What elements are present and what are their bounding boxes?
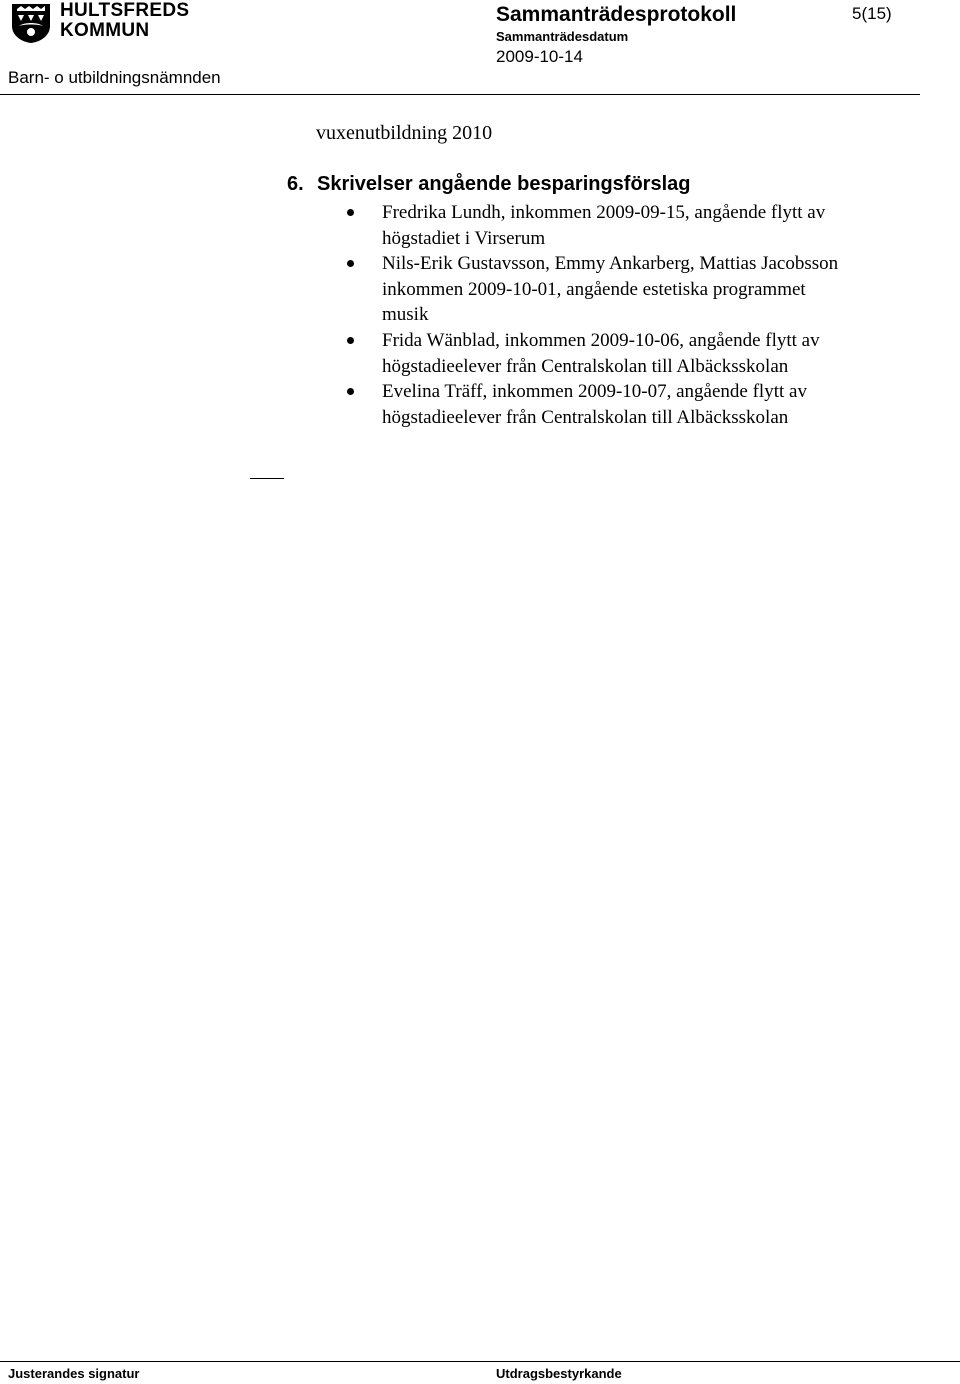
page-number: 5(15) [852,4,892,23]
section-title: Skrivelser angående besparingsförslag [317,173,691,195]
list-item [340,200,900,251]
meeting-date-value: 2009-10-14 [496,47,583,66]
municipal-coat-of-arms-icon [10,2,52,44]
list-item-line: högstadieelever från Centralskolan till Albäcksskolan [382,355,789,377]
meeting-date-label: Sammanträdesdatum [496,29,629,44]
list-item [340,251,900,328]
bullet-icon [347,388,354,395]
municipality-logo [8,0,198,46]
list-item-line: inkommen 2009-10-01, angående estetiska programmet [382,278,806,300]
bullet-icon [347,260,354,267]
letters-list [340,200,900,430]
previous-paragraph-tail: vuxenutbildning 2010 [316,122,493,144]
signature-label: Justerandes signatur [8,1366,140,1381]
margin-rule [250,478,284,479]
list-item-line: Fredrika Lundh, inkommen 2009-09-15, angående flytt av [382,202,826,223]
list-item [340,379,900,430]
section-heading [287,172,691,196]
list-item-line: Evelina Träff, inkommen 2009-10-07, angående flytt av [382,381,807,403]
document-title: Sammanträdesprotokoll [496,3,737,26]
list-item-line: Frida Wänblad, inkommen 2009-10-06, angående flytt av [382,329,820,351]
list-item-line: Nils-Erik Gustavsson, Emmy Ankarberg, Mattias Jacobsson [382,253,839,275]
list-item-line: högstadiet i Virserum [382,227,546,249]
header-divider [0,94,920,95]
footer-divider [0,1361,960,1362]
extract-certification-label: Utdragsbestyrkande [496,1366,622,1381]
section-number: 6. [287,173,304,195]
logo-line-2: KOMMUN [60,20,150,41]
list-item-line: högstadieelever från Centralskolan till Albäcksskolan [382,406,789,428]
logo-wordmark [60,1,189,41]
list-item [340,328,900,379]
list-item-line: musik [382,304,429,326]
bullet-icon [347,337,354,344]
logo-line-1: HULTSFREDS [60,0,190,21]
bullet-icon [347,209,354,216]
board-name: Barn- o utbildningsnämnden [8,68,221,87]
